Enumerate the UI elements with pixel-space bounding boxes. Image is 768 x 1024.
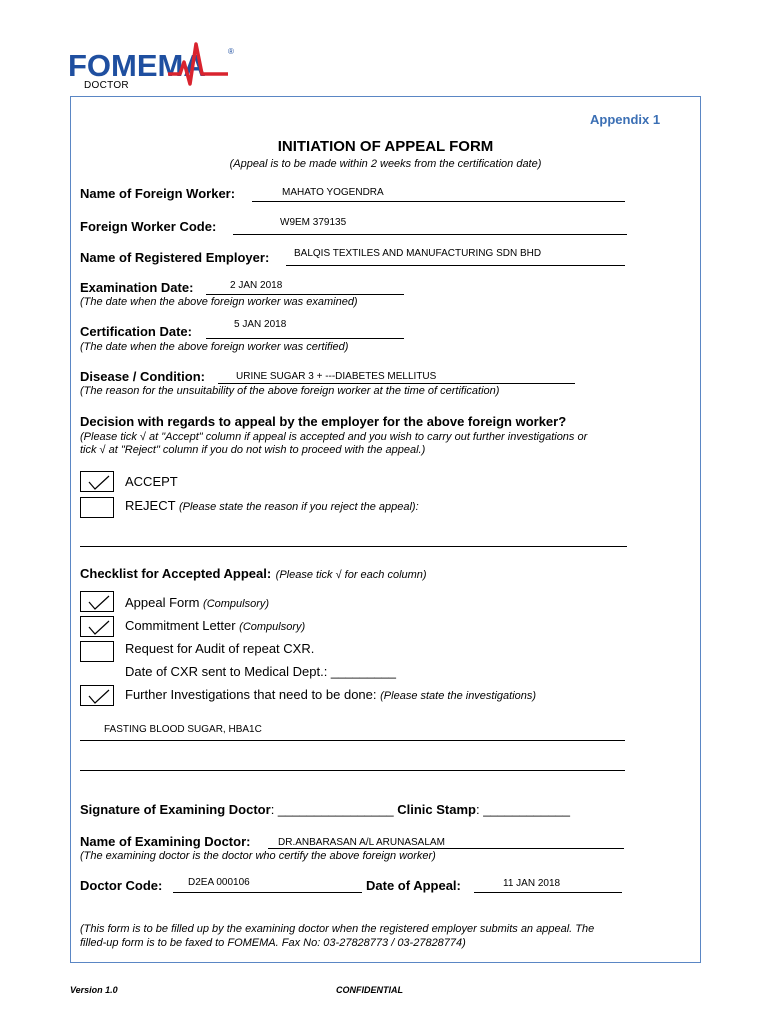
checklist-item-further-investigations [125,687,536,702]
footnote-line-2: filled-up form is to be faxed to FOMEMA. Fax No: 03-27828773 / 03-27828774) [80,937,466,949]
disease-value[interactable]: URINE SUGAR 3 + ---DIABETES MELLITUS [236,371,437,382]
accept-label: ACCEPT [125,474,178,489]
cert-date-line [206,338,404,339]
checklist-heading: Checklist for Accepted Appeal: [80,566,272,581]
disease-note: (The reason for the unsuitability of the above foreign worker at the time of certification) [80,385,500,397]
investigations-line-1 [80,740,625,741]
logo-text: FOMEMA [68,48,206,83]
doctor-name-note: (The examining doctor is the doctor who certify the above foreign worker) [80,850,436,862]
footnote-line-1: (This form is to be filled up by the examining doctor when the registered employer submits an appeal. The [80,923,595,935]
appeal-form-label: Appeal Form [125,595,200,610]
doctor-name-label: Name of Examining Doctor: [80,834,251,849]
worker-code-label: Foreign Worker Code: [80,219,217,234]
appendix-label: Appendix 1 [590,112,661,127]
further-investigations-label: Further Investigations that need to be done: [125,687,377,702]
commitment-letter-checkbox[interactable] [80,616,114,637]
cert-date-value[interactable]: 5 JAN 2018 [234,319,287,330]
appeal-form-note: (Compulsory) [203,598,270,610]
audit-cxr-label: Request for Audit of repeat CXR. [125,641,315,656]
doctor-signature-field[interactable]: : ________________ [270,802,394,817]
reject-reason-line[interactable] [80,546,627,547]
cxr-date-label[interactable]: Date of CXR sent to Medical Dept.: _________ [125,664,396,679]
exam-date-note: (The date when the above foreign worker was examined) [80,296,358,308]
confidential-label: CONFIDENTIAL [336,985,403,995]
form-subtitle: (Appeal is to be made within 2 weeks from the certification date) [229,158,542,170]
checkmark-icon [84,618,112,636]
employer-line [286,265,625,266]
reject-note: (Please state the reason if you reject the appeal): [178,501,419,513]
doctor-code-label: Doctor Code: [80,878,163,893]
signature-row [80,802,570,817]
worker-code-line [233,234,627,235]
exam-date-line [206,294,404,295]
checklist-heading-row [80,565,427,583]
cert-date-note: (The date when the above foreign worker was certified) [80,341,349,353]
decision-instruction-1: (Please tick √ at "Accept" column if appeal is accepted and you wish to carry out further investigations or [80,431,588,443]
version-label: Version 1.0 [70,985,118,995]
doctor-code-line [173,892,362,893]
investigations-line-2[interactable] [80,770,625,771]
cert-date-label: Certification Date: [80,324,192,339]
doctor-name-value[interactable]: DR.ANBARASAN A/L ARUNASALAM [278,837,445,848]
doctor-code-label-text: Doctor Code [80,878,158,893]
clinic-stamp-label: Clinic Stamp [397,802,476,817]
reject-checkbox[interactable] [80,497,114,518]
further-investigations-note: (Please state the investigations) [380,690,537,702]
employer-label: Name of Registered Employer: [80,250,270,265]
appeal-date-line [474,892,622,893]
reject-label-row [125,498,419,513]
registered-mark: ® [228,47,234,56]
appeal-form-checkbox[interactable] [80,591,114,612]
appeal-date-label-text: Date of Appeal [366,878,457,893]
worker-name-value[interactable]: MAHATO YOGENDRA [282,187,384,198]
disease-label: Disease / Condition: [80,369,205,384]
worker-code-value[interactable]: W9EM 379135 [280,217,347,228]
further-investigations-checkbox[interactable] [80,685,114,706]
appeal-date-value[interactable]: 11 JAN 2018 [503,878,561,889]
decision-heading: Decision with regards to appeal by the employer for the above foreign worker? [80,414,567,429]
employer-value[interactable]: BALQIS TEXTILES AND MANUFACTURING SDN BHD [294,248,542,259]
accept-checkbox[interactable] [80,471,114,492]
doctor-signature-label: Signature of Examining Doctor [80,802,271,817]
commitment-letter-note: (Compulsory) [239,621,306,633]
form-title: INITIATION OF APPEAL FORM [277,138,494,155]
reject-label: REJECT [125,498,176,513]
audit-cxr-checkbox[interactable] [80,641,114,662]
checkmark-icon [84,593,112,611]
doctor-code-value[interactable]: D2EA 000106 [188,877,250,888]
exam-date-value[interactable]: 2 JAN 2018 [230,280,283,291]
checkmark-icon [84,687,112,705]
appeal-date-label: Date of Appeal: [366,878,461,893]
doctor-name-line [268,848,624,849]
checklist-item-commitment-letter [125,618,305,633]
worker-name-label: Name of Foreign Worker: [80,186,236,201]
logo-subtitle: DOCTOR [84,80,129,91]
decision-instruction-2: tick √ at "Reject" column if you do not wish to proceed with the appeal.) [80,444,426,456]
clinic-stamp-field[interactable]: : ____________ [475,802,570,817]
checklist-item-appeal-form [125,595,269,610]
doctor-name-label-text: Name of Examining Doctor [80,834,247,849]
disease-line [218,383,575,384]
investigations-value[interactable]: FASTING BLOOD SUGAR, HBA1C [104,724,262,735]
checkmark-icon [84,473,112,491]
worker-name-line [252,201,625,202]
checklist-heading-note: (Please tick √ for each column) [275,569,427,581]
commitment-letter-label: Commitment Letter [125,618,236,633]
exam-date-label: Examination Date: [80,280,194,295]
